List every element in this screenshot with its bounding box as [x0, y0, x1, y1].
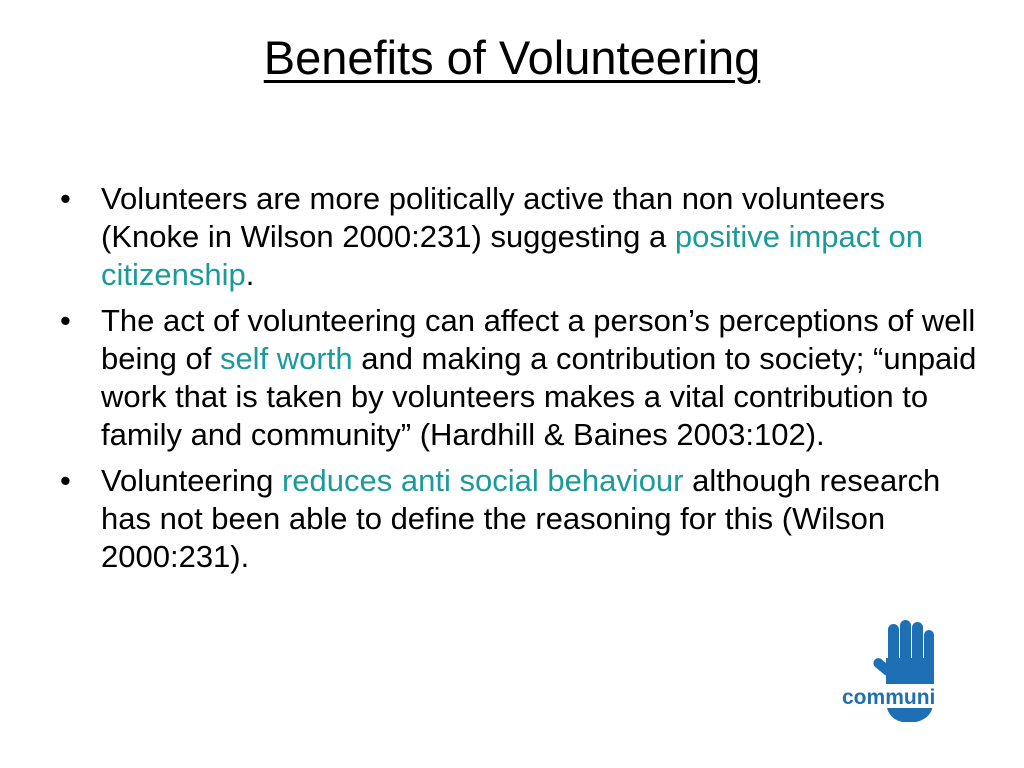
highlighted-phrase: reduces anti social behaviour — [281, 463, 684, 498]
slide-title — [0, 28, 1024, 88]
bullet-list — [60, 180, 980, 584]
bullet-text: and making a contribution to society; “unpaid work that is taken by volunteers makes a vital contribution to family and community” (Hardhill & Baines 2003:102). — [101, 341, 977, 452]
bullet-text: Volunteers are more politically active than non volunteers (Knoke in Wilson 2000:231) suggesting a — [101, 181, 886, 254]
highlighted-phrase: self worth — [219, 341, 353, 376]
bullet-text: . — [245, 257, 255, 292]
bullet-item — [60, 302, 980, 454]
bullet-text: Volunteering — [101, 463, 282, 498]
bullet-marker: • — [60, 463, 71, 498]
bullet-item — [60, 462, 980, 576]
bullet-marker: • — [60, 303, 71, 338]
svg-text:communi — [842, 686, 935, 709]
slide-title-text: Benefits of Volunteering — [263, 31, 761, 84]
logo-text-mmu: mmu — [866, 686, 917, 709]
bullet-text: although research has not been able to define the reasoning for this (Wilson 2000:231). — [101, 463, 941, 574]
bullet-marker: • — [60, 181, 71, 216]
bullet-item — [60, 180, 980, 294]
logo-text-ni: ni — [916, 686, 936, 709]
bullet-text: The act of volunteering can affect a person’s perceptions of well being of — [101, 303, 976, 376]
communi-logo — [836, 618, 976, 728]
logo-text-co: co — [842, 686, 867, 709]
highlighted-phrase: positive impact on citizenship — [101, 219, 923, 292]
